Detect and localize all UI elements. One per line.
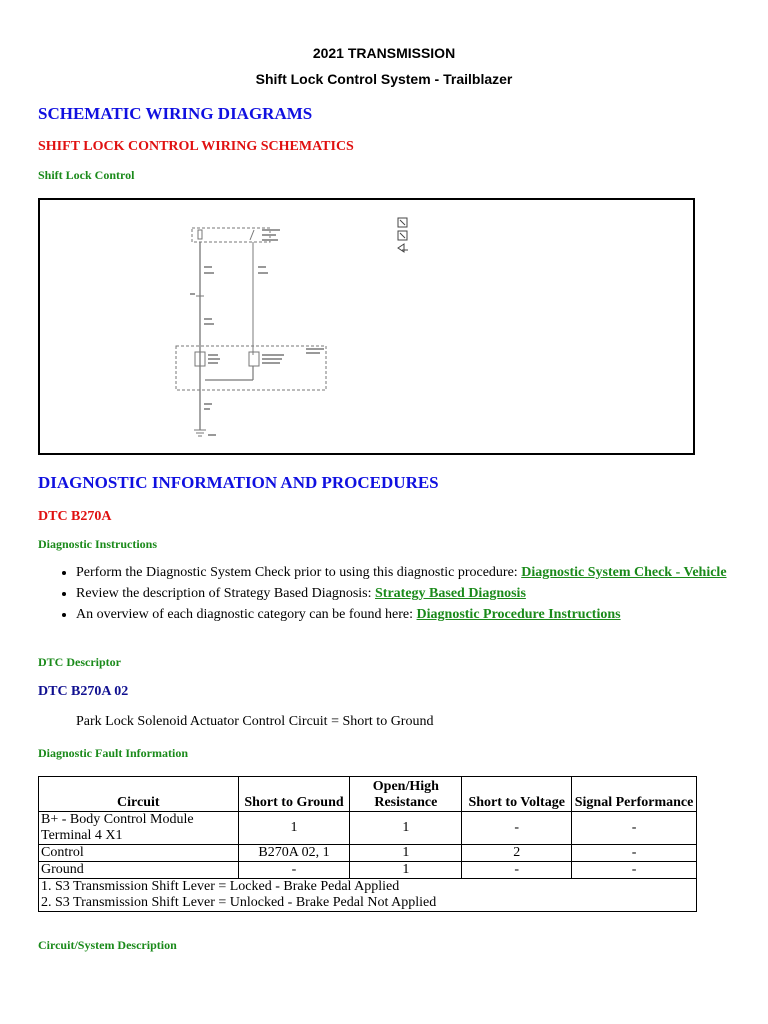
table-header-row	[39, 777, 697, 812]
diagnostic-procedure-instructions-link[interactable]: Diagnostic Procedure Instructions	[416, 607, 621, 622]
strategy-based-diagnosis-link[interactable]: Strategy Based Diagnosis	[375, 586, 526, 601]
table-cell: -	[462, 812, 572, 845]
table-row	[39, 845, 697, 862]
column-header: Short to Voltage	[462, 777, 572, 812]
table-cell: 1	[350, 862, 462, 879]
table-cell: 1	[350, 845, 462, 862]
table-row	[39, 812, 697, 845]
dtc-code: DTC B270A 02	[38, 684, 129, 699]
list-item: • Review the description of Strategy Based Diagnosis: Strategy Based Diagnosis	[76, 586, 746, 602]
schematic-subtitle: SHIFT LOCK CONTROL WIRING SCHEMATICS	[38, 139, 354, 154]
table-cell: 2	[462, 845, 572, 862]
table-cell: B270A 02, 1	[238, 845, 350, 862]
diagnostic-fault-heading: Diagnostic Fault Information	[38, 746, 188, 760]
table-notes-row	[39, 879, 697, 912]
table-cell: -	[572, 812, 697, 845]
table-cell: -	[238, 862, 350, 879]
wiring-schematic-drawing	[40, 200, 693, 453]
table-cell: -	[462, 862, 572, 879]
table-cell: -	[572, 845, 697, 862]
column-header: Circuit	[39, 777, 239, 812]
dtc-heading: DTC B270A	[38, 509, 112, 524]
table-cell: 1	[238, 812, 350, 845]
diagnostic-instructions-heading: Diagnostic Instructions	[38, 537, 158, 551]
table-cell: B+ - Body Control Module Terminal 4 X1	[39, 812, 239, 845]
wiring-schematic-figure	[38, 198, 695, 455]
table-cell: -	[572, 862, 697, 879]
diagnostic-system-check-link[interactable]: Diagnostic System Check - Vehicle	[521, 565, 727, 580]
instructions-list	[38, 565, 746, 628]
table-cell: Ground	[39, 862, 239, 879]
dtc-descriptor-text: Park Lock Solenoid Actuator Control Circuit = Short to Ground	[76, 714, 434, 729]
dtc-descriptor-heading: DTC Descriptor	[38, 655, 121, 669]
table-notes	[39, 879, 697, 912]
doc-header-subtitle: Shift Lock Control System - Trailblazer	[255, 71, 513, 87]
doc-header-title: 2021 TRANSMISSION	[312, 45, 456, 61]
column-header: Open/High Resistance	[350, 777, 462, 812]
table-cell: Control	[39, 845, 239, 862]
figure-title: Shift Lock Control	[38, 168, 135, 182]
table-note: 1. S3 Transmission Shift Lever = Locked - Brake Pedal Applied	[41, 879, 400, 894]
table-cell: 1	[350, 812, 462, 845]
circuit-description-heading: Circuit/System Description	[38, 938, 177, 952]
fault-information-table	[38, 776, 697, 912]
table-row	[39, 862, 697, 879]
column-header: Short to Ground	[238, 777, 350, 812]
column-header: Signal Performance	[572, 777, 697, 812]
section-title-schematics: SCHEMATIC WIRING DIAGRAMS	[38, 104, 313, 123]
list-item: • Perform the Diagnostic System Check prior to using this diagnostic procedure: Diagnostic System Check - Vehicle	[76, 565, 746, 581]
list-item: • An overview of each diagnostic category can be found here: Diagnostic Procedure Instructions	[76, 607, 746, 623]
section-title-diagnostics: DIAGNOSTIC INFORMATION AND PROCEDURES	[38, 473, 439, 492]
table-note: 2. S3 Transmission Shift Lever = Unlocked - Brake Pedal Not Applied	[41, 895, 437, 910]
